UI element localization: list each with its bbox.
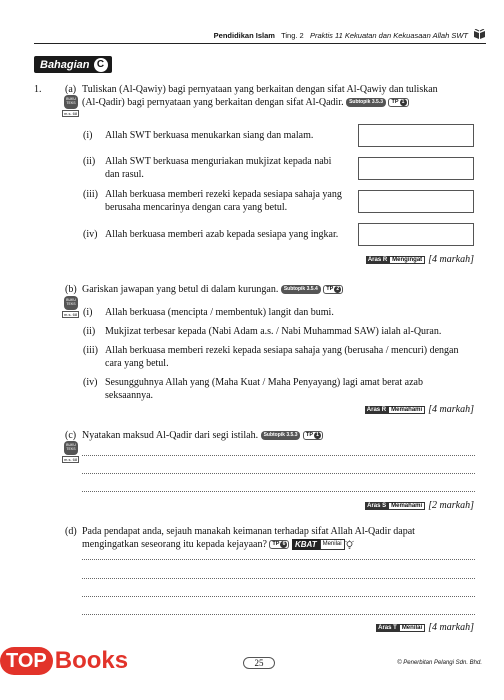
kbat-level: Menilai [320,539,345,550]
tp-label: TP [305,432,314,439]
textbook-line2: TEKS [66,302,76,306]
answer-box[interactable] [358,190,474,213]
part-d-label: (d) [65,526,77,537]
marks [428,622,474,633]
aras-level: Menilai [399,624,425,632]
header-form: Ting. 2 [281,31,304,40]
part-b-item-text-cont: seksaannya. [105,390,154,401]
subtopik-badge: Subtopik 3.5.4 [281,285,321,294]
marks-text: [2 markah] [428,500,474,511]
aras-marks-d [376,622,474,633]
part-b-text-line [82,283,343,296]
part-b-item-text: Allah berkuasa (mencipta / membentuk) langit dan bumi. [105,307,334,318]
header-subject: Pendidikan Islam [213,31,275,40]
textbook-page-ref: m.s. 68 [64,457,78,462]
part-a-instruction: (Al-Qadir) bagi pernyataan yang berkaitan dengan sifat Al-Qadir. [82,97,344,108]
topbooks-watermark-logo [0,646,128,676]
part-c-instruction: Nyatakan maksud Al-Qadir dari segi istilah. [82,430,259,441]
textbook-icon [64,441,78,455]
brand-books: Books [54,647,129,674]
part-b-item-num: (ii) [83,326,96,337]
part-a-text-line1: Tuliskan (Al-Qawiy) bagi pernyataan yang berkaitan dengan sifat Al-Qawiy dan tuliskan [82,84,438,95]
tp-label: TP [272,541,280,548]
part-a-item-num: (iii) [83,189,98,200]
part-a-item-num: (i) [83,130,93,141]
answer-line[interactable] [82,559,475,560]
textbook-line1: BUKU [66,298,76,302]
aras-level: Memahami [388,406,425,414]
part-a-text-line2 [82,96,409,109]
answer-line[interactable] [82,614,475,615]
header-text [214,31,468,40]
textbook-line1: BUKU [66,97,76,101]
answer-line[interactable] [82,578,475,579]
aras-marks-b [365,404,474,415]
publisher-credit: © Penerbitan Pelangi Sdn. Bhd. [397,660,482,666]
part-d-text-line2 [82,538,354,551]
question-number: 1. [34,84,42,95]
part-a-item-text: Allah berkuasa memberi azab kepada sesiapa yang ingkar. [105,229,339,240]
answer-line[interactable] [82,596,475,597]
aras-label: Aras S [367,502,387,509]
answer-line[interactable] [82,473,475,474]
marks-text: [4 markah] [428,622,474,633]
section-label: Bahagian [40,58,90,71]
textbook-line2: TEKS [66,101,76,105]
tp-badge [323,285,343,294]
subtopik-badge: Subtopik 3.5.3 [346,98,386,107]
textbook-icon [64,296,78,310]
tp-number: 6 [280,541,287,548]
answer-box[interactable] [358,157,474,180]
answer-line[interactable] [82,455,475,456]
aras-label: Aras R [366,406,387,413]
textbook-icon [64,95,78,109]
part-a-item-text: Allah berkuasa memberi rezeki kepada sesiapa sahaja yang [105,189,342,200]
tp-number: 1 [400,99,407,106]
part-b-item-num: (i) [83,307,93,318]
aras-level: Mengingat [389,256,425,264]
textbook-page-ref: m.s. 68 [64,111,78,116]
tp-number: 1 [314,432,321,439]
part-a-item-num: (iv) [83,229,98,240]
textbook-line1: BUKU [66,443,76,447]
book-logo-icon [473,29,486,40]
part-b-item-text: Mukjizat terbesar kepada (Nabi Adam a.s. / Nabi Muhammad SAW) ialah al-Quran. [105,326,442,337]
kbat-badge [292,539,354,550]
answer-box[interactable] [358,223,474,246]
tp-badge [303,431,323,440]
subtopik-badge: Subtopik 3.5.3 [261,431,301,440]
part-a-item-text: Allah SWT berkuasa menukarkan siang dan malam. [105,130,314,141]
part-b-item-num: (iii) [83,345,98,356]
part-c-text-line [82,429,323,442]
marks [428,500,474,511]
page-header [0,28,504,44]
marks-text: [4 markah] [428,404,474,415]
tp-label: TP [326,286,334,293]
marks [428,254,474,265]
marks-text: [4 markah] [428,254,474,265]
answer-line[interactable] [82,491,475,492]
tp-badge [269,540,289,549]
aras-label: Aras T [378,624,397,631]
lightbulb-icon [345,540,354,550]
textbook-line2: TEKS [66,447,76,451]
part-a-item-text-cont: berusaha mencarinya dengan cara yang betul. [105,202,288,213]
header-rule [34,43,486,44]
kbat-label: KBAT [292,539,320,550]
section-letter: C [94,58,108,72]
tp-label: TP [391,99,399,106]
aras-level: Memahami [388,502,425,510]
aras-marks-c [365,500,474,511]
part-b-item-num: (iv) [83,377,98,388]
tp-number: 2 [334,286,341,293]
part-b-item-text-cont: cara yang betul. [105,358,169,369]
part-c-label: (c) [65,430,77,441]
answer-box[interactable] [358,124,474,147]
part-a-label: (a) [65,84,77,95]
part-d-text-line1: Pada pendapat anda, sejauh manakah keimanan terhadap sifat Allah Al-Qadir dapat [82,526,415,537]
part-b-instruction: Gariskan jawapan yang betul di dalam kurungan. [82,284,279,295]
part-b-item-text: Allah berkuasa memberi rezeki kepada sesiapa sahaja yang (berusaha / mencuri) dengan [105,345,459,356]
part-b-label: (b) [65,284,77,295]
part-a-item-text-cont: dan rasul. [105,169,144,180]
marks [428,404,474,415]
tp-badge [388,98,408,107]
part-b-item-text: Sesungguhnya Allah yang (Maha Kuat / Maha Penyayang) lagi amat berat azab [105,377,423,388]
brand-top: TOP [0,647,53,675]
page-number: 25 [243,657,275,669]
textbook-page-ref: m.s. 68 [64,312,78,317]
aras-label: Aras R [367,256,388,263]
section-heading [34,56,112,73]
header-topic: Praktis 11 Kekuatan dan Kekuasaan Allah SWT [309,31,468,40]
aras-marks-a [366,254,474,265]
section-badge [34,56,112,73]
part-a-item-text: Allah SWT berkuasa menguriakan mukjizat kepada nabi [105,156,332,167]
part-d-question: mengingatkan seseorang itu kepada kejayaan? [82,539,267,550]
part-a-item-num: (ii) [83,156,96,167]
